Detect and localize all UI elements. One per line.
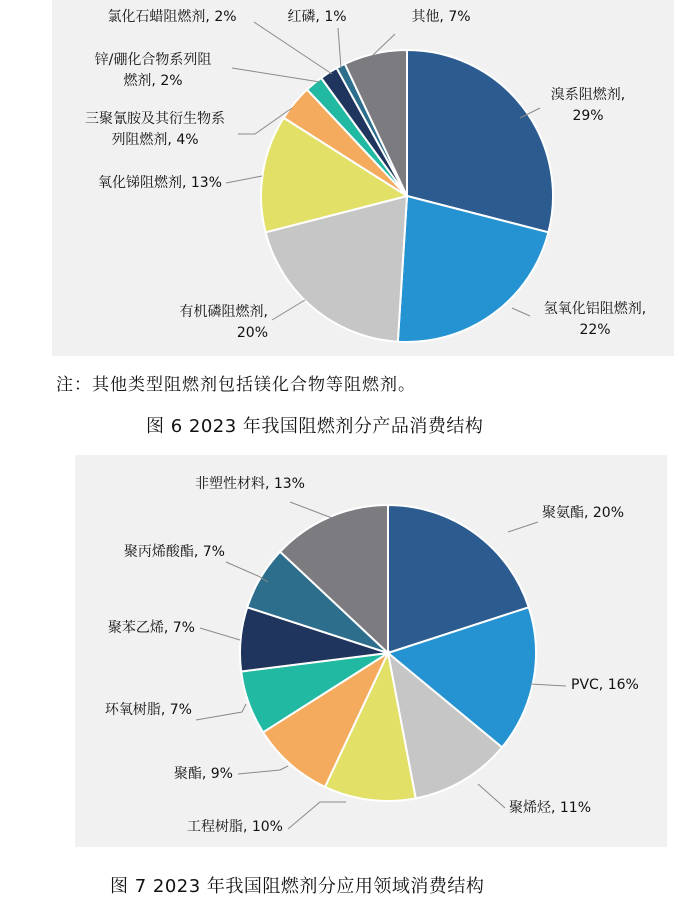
leader-line-3	[478, 784, 505, 808]
slice-label-7: 氯化石蜡阻燃剂, 2%	[107, 9, 237, 25]
figure7-caption: 图 7 2023 年我国阻燃剂分应用领域消费结构	[110, 876, 485, 897]
leader-line-4	[288, 802, 346, 829]
slice-label-3: 有机磷阻燃剂, 20%	[179, 304, 268, 341]
slice-label-4: 氧化锑阻燃剂, 13%	[97, 175, 222, 191]
slice-label-6: 锌/硼化合物系列阻燃剂, 2%	[94, 52, 212, 89]
leader-line-2	[530, 684, 566, 686]
slice-label-1: 聚氨酯, 20%	[542, 505, 625, 521]
leader-line-6	[196, 704, 246, 720]
slice-label-6: 环氧树脂, 7%	[104, 702, 192, 718]
slice-label-5: 聚酯, 9%	[173, 766, 233, 782]
slice-label-7: 聚苯乙烯, 7%	[107, 620, 195, 636]
leader-line-9	[290, 502, 332, 518]
figure6-note: 注：其他类型阻燃剂包括镁化合物等阻燃剂。	[56, 375, 416, 395]
figure6-caption: 图 6 2023 年我国阻燃剂分产品消费结构	[146, 416, 484, 437]
leader-line-5	[238, 766, 288, 774]
slice-label-3: 聚烯烃, 11%	[509, 800, 592, 816]
slice-label-9: 其他, 7%	[411, 9, 471, 25]
slice-label-8: 红磷, 1%	[287, 9, 347, 25]
leader-line-7	[200, 628, 240, 640]
slice-label-2: 氢氧化铝阻燃剂, 22%	[543, 301, 647, 338]
slice-label-1: 溴系阻燃剂, 29%	[550, 87, 626, 124]
slice-label-5: 三聚氰胺及其衍生物系列阻燃剂, 4%	[85, 111, 225, 148]
slice-label-9: 非塑性材料, 13%	[194, 476, 305, 492]
slice-label-8: 聚丙烯酸酯, 7%	[123, 544, 225, 560]
slice-label-4: 工程树脂, 10%	[186, 819, 283, 835]
slice-label-2: PVC, 16%	[571, 677, 639, 693]
leader-line-1	[508, 522, 538, 532]
